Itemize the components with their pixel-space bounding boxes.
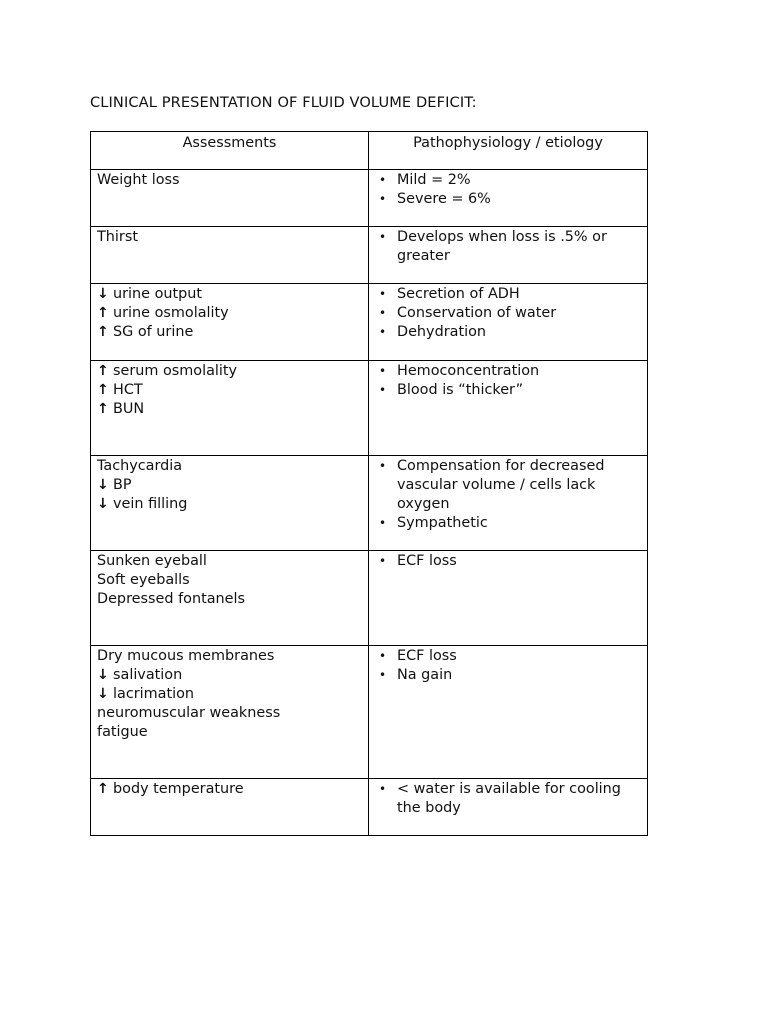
assessment-text: SG of urine xyxy=(113,324,194,340)
bullet-item xyxy=(375,780,641,818)
pathophysiology-cell xyxy=(369,227,648,284)
bullet-list xyxy=(375,362,641,400)
assessment-line xyxy=(97,647,362,666)
bullet-item xyxy=(375,647,641,666)
assessment-text: HCT xyxy=(113,382,143,398)
assessment-line xyxy=(97,723,362,742)
table-row xyxy=(91,170,648,227)
bullet-text: Severe = 6% xyxy=(397,191,491,207)
bullet-text: < water is available for cooling the body xyxy=(397,781,621,816)
increase-arrow-icon: ↑ xyxy=(97,324,109,340)
page-title: CLINICAL PRESENTATION OF FLUID VOLUME DEFICIT: xyxy=(90,94,477,111)
bullet-icon: • xyxy=(379,325,387,339)
bullet-icon: • xyxy=(379,782,387,796)
assessment-text: Weight loss xyxy=(97,172,180,188)
increase-arrow-icon: ↑ xyxy=(97,363,109,379)
assessments-column-header: Assessments xyxy=(91,132,369,170)
assessment-text: fatigue xyxy=(97,724,148,740)
bullet-icon: • xyxy=(379,516,387,530)
bullet-text: Dehydration xyxy=(397,324,487,340)
table-row xyxy=(91,456,648,551)
assessment-line xyxy=(97,495,362,514)
assessment-line xyxy=(97,171,362,190)
pathophysiology-cell xyxy=(369,646,648,779)
bullet-text: Na gain xyxy=(397,667,453,683)
assessment-cell xyxy=(91,779,369,836)
bullet-item xyxy=(375,381,641,400)
bullet-text: Develops when loss is .5% or greater xyxy=(397,229,607,264)
bullet-icon: • xyxy=(379,306,387,320)
bullet-item xyxy=(375,362,641,381)
assessment-text: Sunken eyeball xyxy=(97,553,207,569)
assessment-line xyxy=(97,571,362,590)
assessment-line xyxy=(97,362,362,381)
assessment-line xyxy=(97,285,362,304)
assessment-text: serum osmolality xyxy=(113,363,238,379)
bullet-text: ECF loss xyxy=(397,648,457,664)
pathophysiology-column-header: Pathophysiology / etiology xyxy=(369,132,648,170)
assessment-line xyxy=(97,685,362,704)
pathophysiology-cell xyxy=(369,779,648,836)
assessment-text: urine osmolality xyxy=(113,305,229,321)
bullet-list xyxy=(375,228,641,266)
decrease-arrow-icon: ↓ xyxy=(97,686,109,702)
bullet-list xyxy=(375,780,641,818)
bullet-item xyxy=(375,666,641,685)
assessment-cell xyxy=(91,646,369,779)
bullet-item xyxy=(375,190,641,209)
bullet-list xyxy=(375,285,641,342)
bullet-list xyxy=(375,552,641,571)
bullet-item xyxy=(375,514,641,533)
decrease-arrow-icon: ↓ xyxy=(97,667,109,683)
bullet-text: Hemoconcentration xyxy=(397,363,540,379)
bullet-item xyxy=(375,285,641,304)
assessment-text: neuromuscular weakness xyxy=(97,705,281,721)
bullet-icon: • xyxy=(379,192,387,206)
assessment-text: body temperature xyxy=(113,781,244,797)
fluid-volume-deficit-table xyxy=(90,131,648,836)
decrease-arrow-icon: ↓ xyxy=(97,286,109,302)
bullet-icon: • xyxy=(379,173,387,187)
assessment-cell xyxy=(91,361,369,456)
bullet-item xyxy=(375,171,641,190)
assessment-line xyxy=(97,780,362,799)
pathophysiology-cell xyxy=(369,284,648,361)
decrease-arrow-icon: ↓ xyxy=(97,496,109,512)
assessment-cell xyxy=(91,456,369,551)
bullet-item xyxy=(375,304,641,323)
assessment-line xyxy=(97,400,362,419)
bullet-list xyxy=(375,171,641,209)
bullet-text: Blood is “thicker” xyxy=(397,382,524,398)
assessment-text: salivation xyxy=(113,667,183,683)
assessment-line xyxy=(97,457,362,476)
bullet-icon: • xyxy=(379,230,387,244)
decrease-arrow-icon: ↓ xyxy=(97,477,109,493)
bullet-item xyxy=(375,323,641,342)
table-row xyxy=(91,779,648,836)
bullet-item xyxy=(375,457,641,514)
assessment-text: BUN xyxy=(113,401,145,417)
bullet-list xyxy=(375,457,641,533)
increase-arrow-icon: ↑ xyxy=(97,382,109,398)
table-row xyxy=(91,646,648,779)
increase-arrow-icon: ↑ xyxy=(97,401,109,417)
increase-arrow-icon: ↑ xyxy=(97,781,109,797)
pathophysiology-cell xyxy=(369,361,648,456)
table-row xyxy=(91,227,648,284)
bullet-text: Mild = 2% xyxy=(397,172,471,188)
assessment-text: vein filling xyxy=(113,496,188,512)
assessment-line xyxy=(97,552,362,571)
assessment-cell xyxy=(91,170,369,227)
bullet-text: Sympathetic xyxy=(397,515,488,531)
bullet-icon: • xyxy=(379,287,387,301)
assessment-text: Tachycardia xyxy=(97,458,183,474)
assessment-text: BP xyxy=(113,477,132,493)
bullet-icon: • xyxy=(379,459,387,473)
bullet-text: Compensation for decreased vascular volume / cells lack oxygen xyxy=(397,458,605,512)
bullet-text: Secretion of ADH xyxy=(397,286,520,302)
bullet-text: ECF loss xyxy=(397,553,457,569)
assessment-cell xyxy=(91,551,369,646)
bullet-icon: • xyxy=(379,383,387,397)
bullet-icon: • xyxy=(379,554,387,568)
bullet-item xyxy=(375,552,641,571)
pathophysiology-cell xyxy=(369,456,648,551)
pathophysiology-cell xyxy=(369,551,648,646)
pathophysiology-cell xyxy=(369,170,648,227)
assessment-text: Thirst xyxy=(97,229,138,245)
bullet-icon: • xyxy=(379,649,387,663)
assessment-line xyxy=(97,304,362,323)
assessment-line xyxy=(97,704,362,723)
bullet-icon: • xyxy=(379,364,387,378)
assessment-line xyxy=(97,228,362,247)
bullet-text: Conservation of water xyxy=(397,305,557,321)
assessment-text: Dry mucous membranes xyxy=(97,648,275,664)
assessment-line xyxy=(97,476,362,495)
table-header-row xyxy=(91,132,648,170)
table-row xyxy=(91,551,648,646)
assessment-text: urine output xyxy=(113,286,203,302)
increase-arrow-icon: ↑ xyxy=(97,305,109,321)
assessment-cell xyxy=(91,284,369,361)
bullet-icon: • xyxy=(379,668,387,682)
assessment-line xyxy=(97,666,362,685)
table-body xyxy=(91,170,648,836)
assessment-line xyxy=(97,590,362,609)
assessment-text: Depressed fontanels xyxy=(97,591,246,607)
assessment-line xyxy=(97,381,362,400)
table-row xyxy=(91,361,648,456)
assessment-line xyxy=(97,323,362,342)
assessment-text: lacrimation xyxy=(113,686,195,702)
bullet-list xyxy=(375,647,641,685)
assessment-text: Soft eyeballs xyxy=(97,572,190,588)
table-row xyxy=(91,284,648,361)
assessment-cell xyxy=(91,227,369,284)
bullet-item xyxy=(375,228,641,266)
